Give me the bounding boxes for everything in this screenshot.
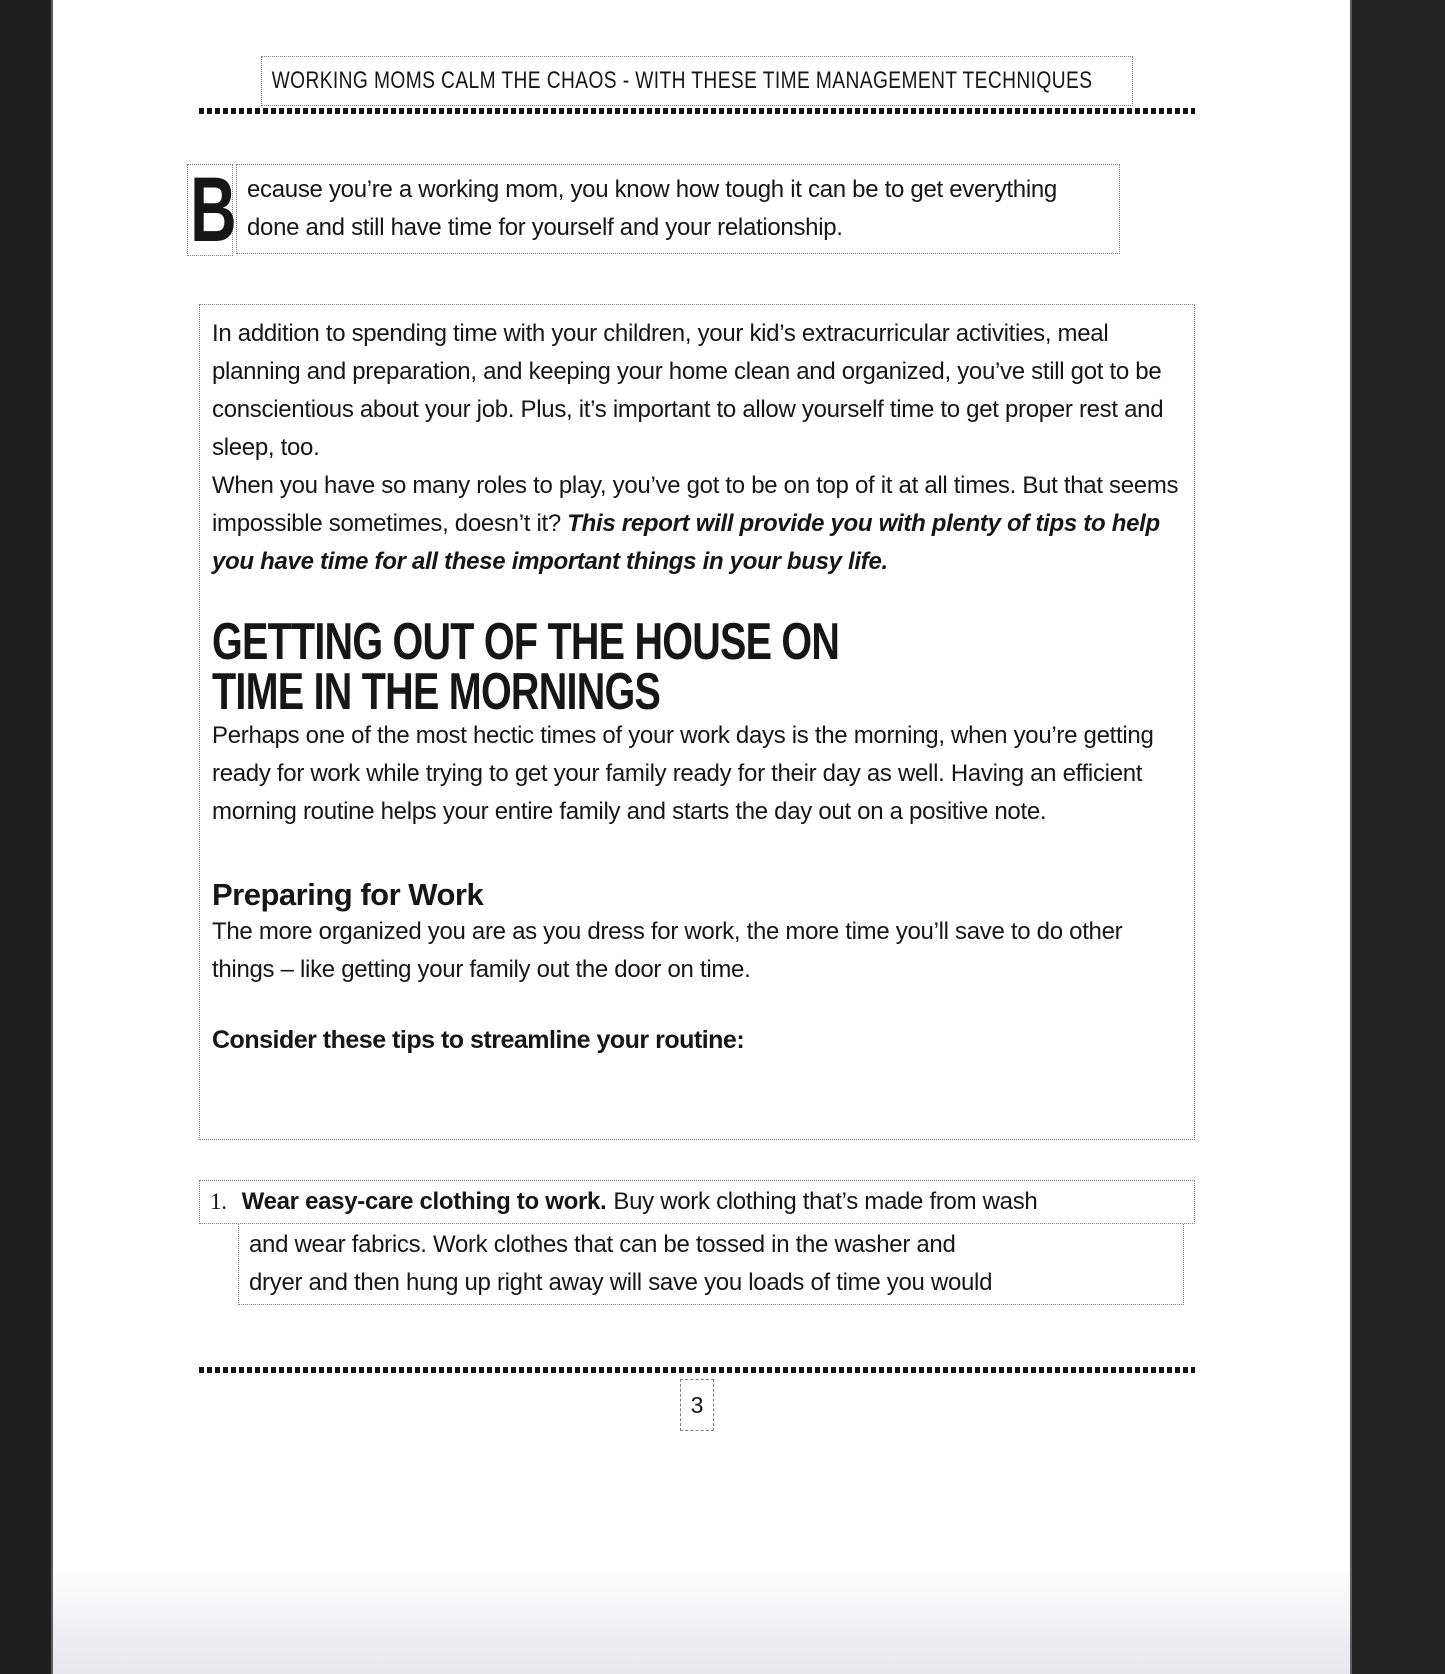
page-content bbox=[53, 56, 1350, 1674]
right-dark-sidebar bbox=[1350, 0, 1445, 1674]
page bbox=[53, 0, 1350, 1674]
list-item-1-line-3: dryer and then hung up right away will save you loads of time you would bbox=[249, 1269, 993, 1296]
list-item-1-bold-lead: Wear easy-care clothing to work. bbox=[241, 1188, 607, 1215]
left-dark-sidebar bbox=[0, 0, 53, 1674]
list-item-1-number: 1. bbox=[210, 1189, 227, 1214]
intro-text: ecause you’re a working mom, you know how tough it can be to get everything done and still have time for yourself and your relationship. bbox=[247, 176, 1057, 241]
body-text-frame[interactable] bbox=[199, 304, 1195, 1140]
intro-text-frame[interactable] bbox=[236, 164, 1120, 254]
paragraph-2 bbox=[212, 467, 1182, 581]
dropcap-frame[interactable] bbox=[187, 159, 237, 261]
list-item-1-line-1-text: Buy work clothing that’s made from wash bbox=[613, 1188, 1038, 1215]
section-heading bbox=[212, 613, 1182, 721]
tips-lead-in: Consider these tips to streamline your routine: bbox=[212, 1026, 745, 1054]
list-item-1-first-line-frame[interactable] bbox=[199, 1180, 1195, 1224]
running-header-frame[interactable] bbox=[261, 56, 1133, 106]
paragraph-3: Perhaps one of the most hectic times of your work days is the morning, when you’re getting ready for work while trying to get your family ready for their day as well. Having an efficient morning routine helps your entire family and starts the day out on a positive note. bbox=[212, 722, 1154, 825]
section-heading-line-2: TIME IN THE MORNINGS bbox=[212, 663, 661, 721]
paragraph-2-emphasis: This report will provide you with plenty of tips to help you have time for all these important things in your busy life. bbox=[212, 510, 1160, 575]
sub-heading: Preparing for Work bbox=[212, 877, 484, 912]
header-dotted-rule bbox=[199, 108, 1195, 114]
page-number-frame[interactable] bbox=[680, 1379, 715, 1431]
section-heading-line-1: GETTING OUT OF THE HOUSE ON bbox=[212, 613, 840, 671]
dropcap-letter: B bbox=[190, 159, 237, 261]
list-item-1-continuation-frame[interactable] bbox=[238, 1224, 1184, 1305]
page-number: 3 bbox=[690, 1392, 704, 1418]
paragraph-4: The more organized you are as you dress for work, the more time you’ll save to do other things – like getting your family out the door on time. bbox=[212, 918, 1123, 983]
paragraph-1: In addition to spending time with your children, your kid’s extracurricular activities, meal planning and preparation, and keeping your home clean and organized, you’ve still got to be conscientious about your job. Plus, it’s important to allow yourself time to get proper rest and sleep, too. bbox=[212, 320, 1164, 461]
footer-dotted-rule bbox=[199, 1367, 1195, 1373]
list-item-1-line-2: and wear fabrics. Work clothes that can be tossed in the washer and bbox=[249, 1231, 956, 1258]
paragraph-2-normal: When you have so many roles to play, you’ve got to be on top of it at all times. But that seems impossible sometimes, doesn’t it? bbox=[212, 472, 1179, 537]
running-header-title: WORKING MOMS CALM THE CHAOS - WITH THESE TIME MANAGEMENT TECHNIQUES bbox=[271, 67, 1093, 94]
intro-section bbox=[187, 159, 1195, 261]
